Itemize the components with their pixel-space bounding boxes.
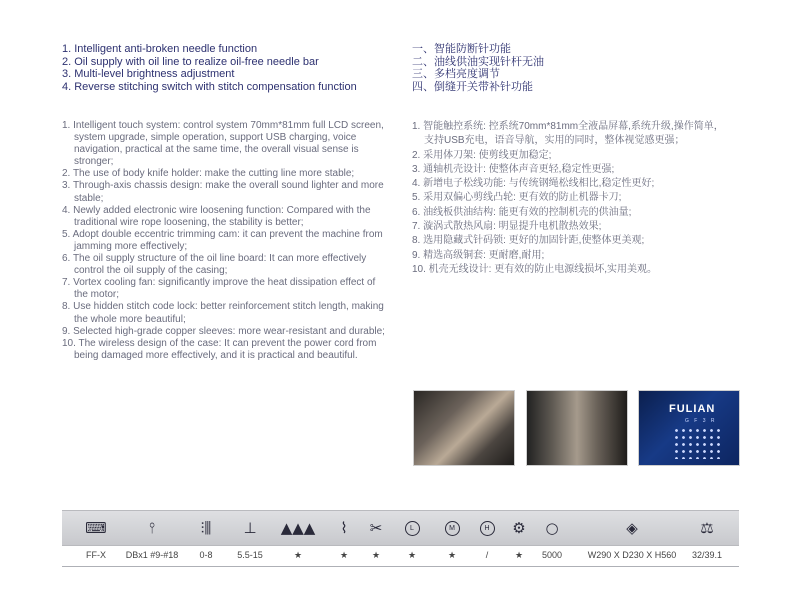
feature-line: 3. 通轴机壳设计: 使整体声音更轻,稳定性更强;: [412, 163, 615, 175]
feature-line: 8. 选用隐藏式针码锁: 更好的加固针距,使整体更美观;: [412, 235, 645, 247]
spec-values-row: [62, 546, 739, 567]
highlight-item: 1. Intelligent anti-broken needle function: [62, 43, 258, 55]
feature-line: system upgrade, simple operation, support USB charging, voice: [74, 132, 357, 144]
stitch-length-icon: ⫶⫼: [200, 519, 212, 537]
needle-icon: ⫯: [148, 519, 156, 537]
feature-line: 10. 机壳无线设计: 更有效的防止电源线损坏,实用美观。: [412, 263, 658, 275]
lubrication-l-icon: L: [392, 511, 432, 545]
presser-foot-icon: ⊥: [243, 519, 257, 537]
features-chinese: [412, 120, 732, 277]
knife-holder-photo: [413, 390, 515, 466]
feature-line: 1. 智能触控系统: 控系统70mm*81mm全液晶屏幕,系统升级,操作简单，: [412, 121, 724, 132]
highlight-item: 3. Multi-level brightness adjustment: [62, 68, 235, 81]
thread-wiper-icon: ⚙: [512, 519, 526, 537]
features-english: [62, 120, 402, 362]
feature-line: 9. Selected high-grade copper sleeves: more wear-resistant and durable;: [62, 325, 385, 337]
feature-line: 6. 油线板供油结构: 能更有效的控制机壳的供油量;: [412, 206, 632, 218]
feature-line: 2. The use of body knife holder: make the cutting line more stable;: [62, 168, 355, 180]
feature-line: 7. 漩涡式散热风扇: 明显提升电机散热效果;: [412, 221, 602, 233]
reverse-stitch-icon: ⌇: [340, 519, 348, 537]
feature-line: the whole more beautiful;: [74, 313, 186, 325]
feature-line: the motor;: [74, 289, 120, 301]
highlight-item: 4. Reverse stitching switch with stitch compensation function: [62, 81, 357, 94]
feature-line: 2. 采用体刀架: 使剪线更加稳定;: [412, 149, 552, 161]
highlight-item: 一、智能防断针功能: [412, 43, 511, 55]
spec-value: 32/39.1: [691, 550, 723, 560]
spec-value: 5.5-15: [237, 550, 263, 560]
spec-value: ★: [371, 550, 381, 560]
feature-line: stronger;: [74, 156, 114, 168]
feature-line: 5. Adopt double eccentric trimming cam: it can prevent the machine from: [62, 228, 383, 240]
feature-line: jamming more effectively;: [74, 240, 188, 252]
feature-line: 3. Through-axis chassis design: make the overall sound lighter and more: [62, 180, 384, 192]
lubrication-h-icon: H: [467, 511, 507, 545]
highlight-item: 2. Oil supply with oil line to realize oil-free needle bar: [62, 55, 319, 68]
highlight-item: 四、倒缝开关带补针功能: [412, 81, 533, 94]
highlights-english: [62, 43, 402, 94]
spec-value: ★: [514, 550, 524, 560]
spec-value: 5000: [541, 550, 563, 560]
feature-line: navigation, practical at the same time, the overall visual sense is: [74, 144, 359, 156]
spec-icon-bar: [62, 510, 739, 546]
spec-value: ★: [407, 550, 417, 560]
spec-value: ★: [447, 550, 457, 560]
panel-brand: FULIAN: [669, 403, 716, 415]
feature-line: 10. The wireless design of the case: It can prevent the power cord from: [62, 337, 377, 349]
spec-value: W290 X D230 X H560: [587, 550, 677, 560]
feature-line: 5. 采用双偏心剪线凸轮: 更有效的防止机器卡刀;: [412, 192, 622, 204]
feature-line: 4. 新增电子松线功能: 与传统钢绳松线相比,稳定性更好;: [412, 178, 655, 190]
keypad-icon: [673, 427, 721, 459]
sewing-machine-icon: ⌨: [85, 519, 107, 537]
spec-value: 0-8: [199, 550, 213, 560]
feature-line: control the oil supply of the casing;: [74, 265, 228, 277]
feature-line: being damaged more effectively, and it is practical and beautiful.: [74, 349, 358, 361]
thread-trimmer-icon: ✂: [369, 519, 383, 537]
feature-line: 9. 精选高级铜套: 更耐磨,耐用;: [412, 249, 545, 261]
feature-line: traditional wire rope loosening, the stability is better;: [74, 216, 304, 228]
highlights-chinese: [412, 43, 612, 94]
feature-line: 4. Newly added electronic wire loosening function: Compared with the: [62, 204, 371, 216]
lubrication-m-icon: M: [432, 511, 472, 545]
spec-value: ★: [293, 550, 303, 560]
dimensions-icon: ◈: [626, 519, 638, 537]
feature-line: 支持USB充电，语音导航，实用的同时，整体视觉感更强；: [424, 135, 685, 147]
feature-line: 8. Use hidden stitch code lock: better reinforcement stitch length, making: [62, 301, 384, 313]
spec-value: FF-X: [86, 550, 106, 560]
weight-icon: ⚖: [700, 519, 714, 537]
spec-value: ★: [339, 550, 349, 560]
feed-dog-icon: ▲▲▲: [280, 519, 316, 537]
feature-line: 6. The oil supply structure of the oil line board: It can more effectively: [62, 253, 367, 265]
feature-line: stable;: [74, 192, 104, 204]
spec-value: /: [485, 550, 489, 560]
feature-line: 7. Vortex cooling fan: significantly improve the heat dissipation effect of: [62, 277, 376, 289]
spec-value: DBx1 #9-#18: [125, 550, 179, 560]
mechanism-photo: [526, 390, 628, 466]
panel-model: G F 3 R: [685, 418, 717, 424]
highlight-item: 二、油线供油实现针杆无油: [412, 55, 544, 68]
control-panel-photo: [638, 390, 740, 466]
feature-line: 1. Intelligent touch system: control system 70mm*81mm full LCD screen,: [62, 120, 384, 131]
speed-icon: ○: [545, 519, 559, 537]
highlight-item: 三、多档亮度调节: [412, 68, 500, 81]
